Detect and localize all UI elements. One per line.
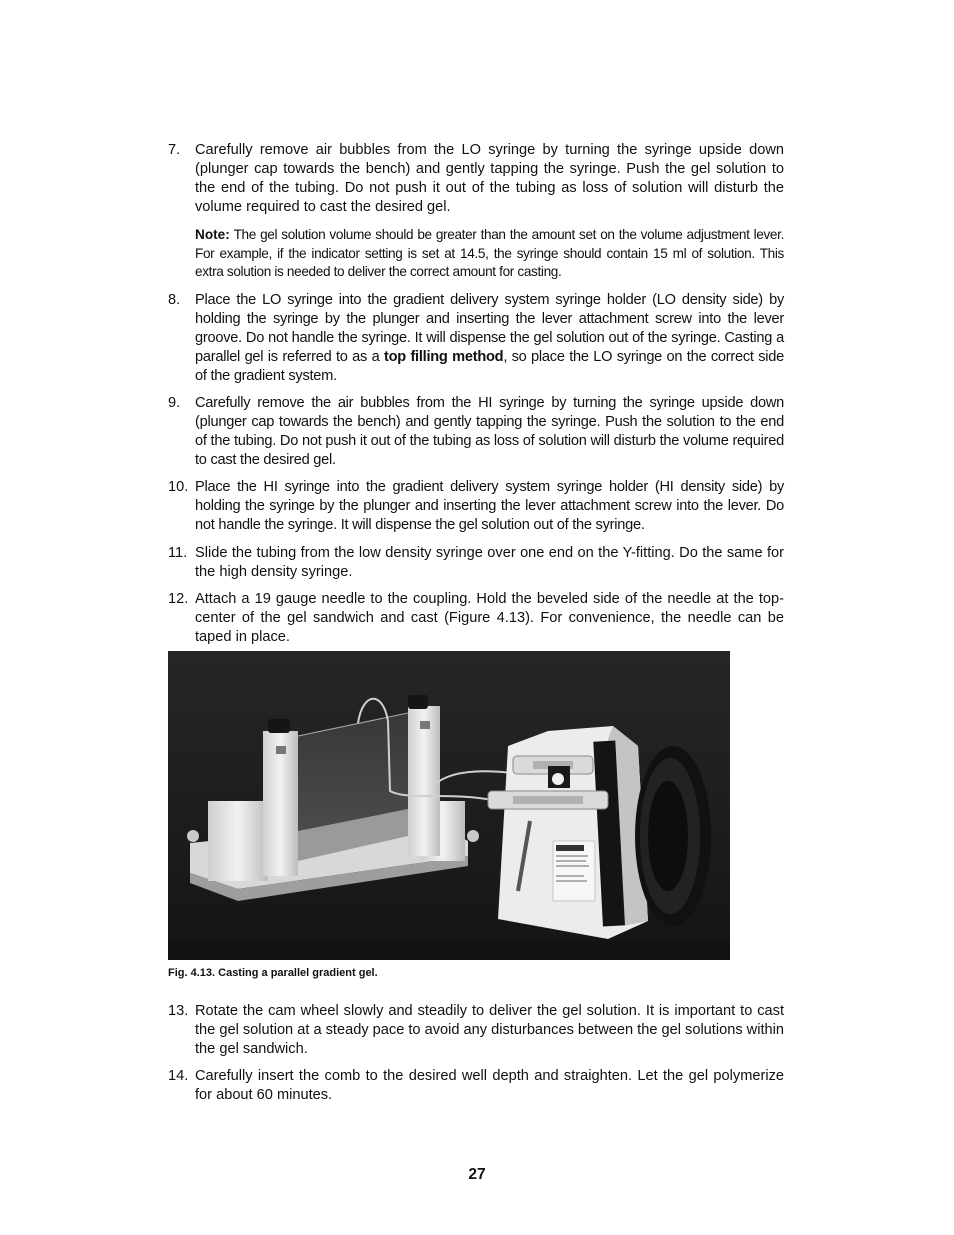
step-text: Attach a 19 gauge needle to the coupling. Hold the beveled side of the needle at the top-center of the gel sandwich and cast (Figure 4.13). For convenience, the needle can be taped in place. <box>195 591 784 645</box>
note-text: The gel solution volume should be greater than the amount set on the volume adjustment lever. For example, if the indicator setting is set at 14.5, the syringe should contain 15 ml of solution. This extra solution is needed to deliver the correct amount for casting. <box>195 227 784 279</box>
step-text: Carefully remove air bubbles from the LO syringe by turning the syringe upside down (plunger cap towards the bench) and gently tapping the syringe. Push the gel solution to the end of the tubing. Do not push it out of the tubing as loss of solution will disturb the volume required to cast the desired gel. <box>195 142 784 215</box>
step-text: Place the HI syringe into the gradient delivery system syringe holder (HI density side) by holding the syringe by the plunger and inserting the lever attachment screw into the lever. Do not handle the syringe. It will dispense the gel solution out of the syringe. <box>195 479 784 533</box>
page-number: 27 <box>468 1166 486 1183</box>
step-number: 8. <box>168 292 181 308</box>
step-number: 7. <box>168 142 181 158</box>
step-number: 14. <box>168 1068 189 1084</box>
figure-photo <box>168 651 730 960</box>
step-number: 10. <box>168 479 189 495</box>
step-text: Slide the tubing from the low density syringe over one end on the Y-fitting. Do the same for the high density syringe. <box>195 545 784 580</box>
step-10 <box>168 478 784 535</box>
step-text: Rotate the cam wheel slowly and steadily to deliver the gel solution. It is important to cast the gel solution at a steady pace to avoid any disturbances between the gel solutions within the gel sandwich. <box>195 1003 784 1057</box>
step-number: 13. <box>168 1003 189 1019</box>
note-paragraph <box>195 226 784 282</box>
step-text: Carefully remove the air bubbles from the HI syringe by turning the syringe upside down (plunger cap towards the bench) and gently tapping the syringe. Push the solution to the end of the tubing. Do not push it out of the tubing as loss of solution will disturb the volume required to cast the desired gel. <box>195 395 784 468</box>
step-text: Carefully insert the comb to the desired well depth and straighten. Let the gel polymerize for about 60 minutes. <box>195 1068 784 1103</box>
step-11 <box>168 544 784 582</box>
step-text <box>195 291 784 386</box>
step-7 <box>168 141 784 217</box>
step-9 <box>168 394 784 470</box>
figure-caption: Fig. 4.13. Casting a parallel gradient gel. <box>168 967 378 979</box>
step-8 <box>168 291 784 386</box>
step-bold-term: top filling method <box>383 349 504 365</box>
step-12 <box>168 590 784 647</box>
step-13 <box>168 1002 784 1059</box>
step-text-part: , so place the LO syringe on the correct side of the gradient system. <box>195 349 785 384</box>
step-number: 9. <box>168 395 181 411</box>
step-number: 11. <box>168 545 188 561</box>
note-label: Note: <box>195 227 230 242</box>
gradient-casting-apparatus-illustration <box>168 651 730 960</box>
step-14 <box>168 1067 784 1105</box>
step-number: 12. <box>168 591 189 607</box>
step-text-part: Place the LO syringe into the gradient delivery system syringe holder (LO density side) by holding the syringe by the plunger and inserting the lever attachment screw into the lever groove. Do not handle the syringe. It will dispense the gel solution out of the syringe. Casting a parallel gel is referred to as a <box>195 292 784 365</box>
